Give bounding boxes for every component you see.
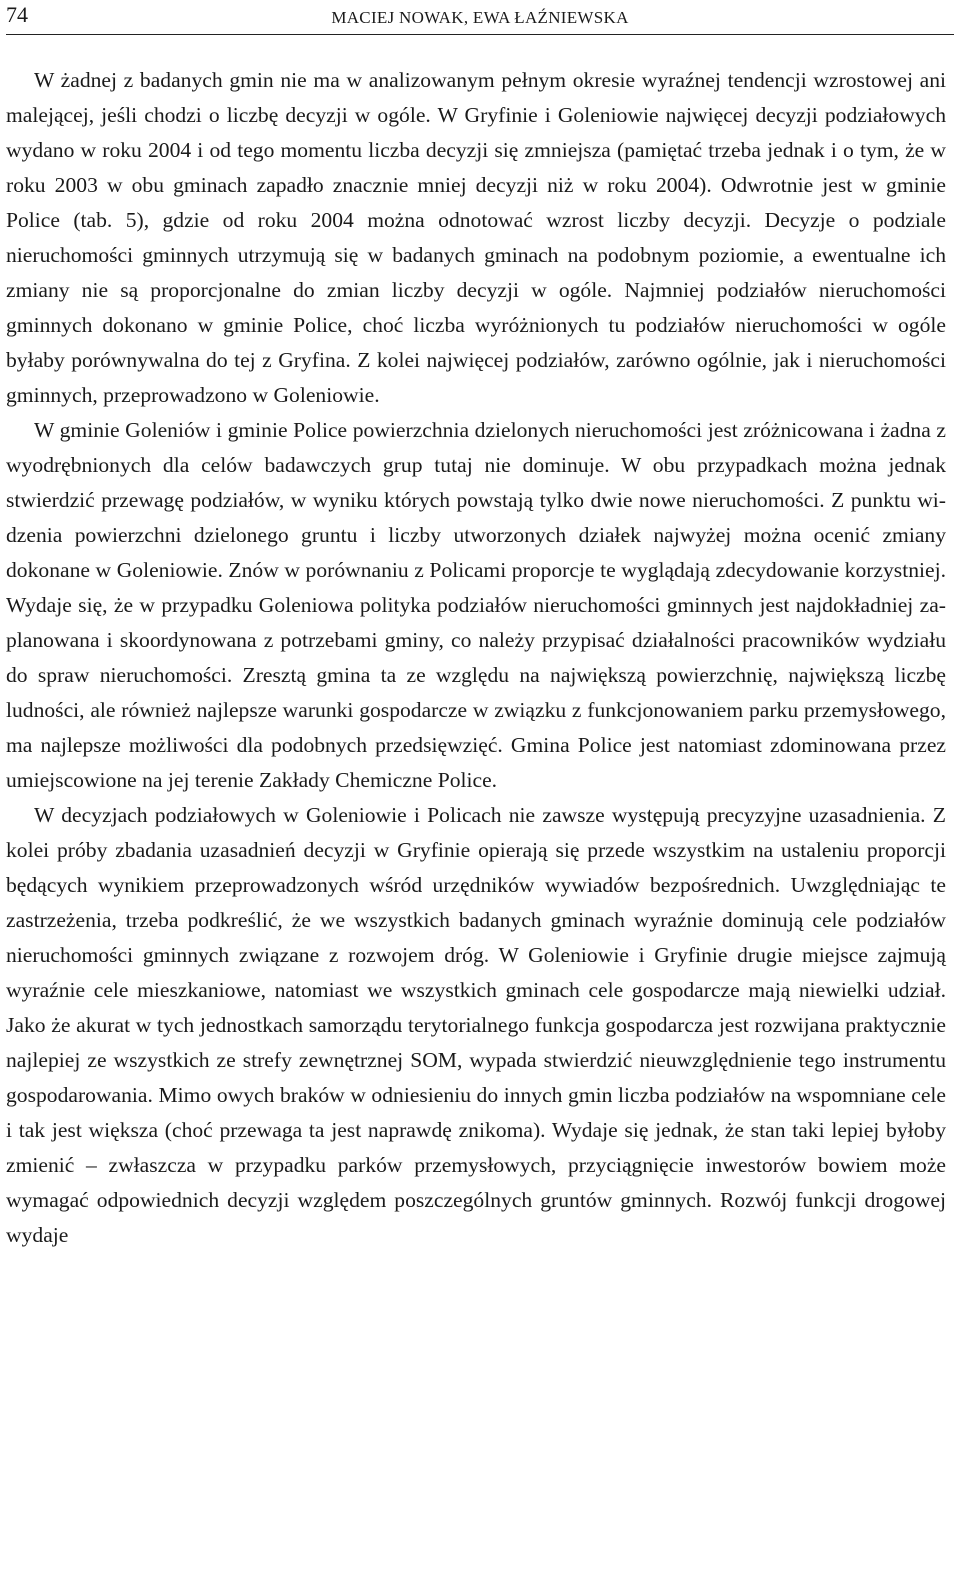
paragraph: W gminie Goleniów i gminie Police powierzchnia dzielonych nieruchomości jest zróżnicowana i żadna z wyodrębnionych dla celów badawczych grup tutaj nie dominuje. W obu przypadkach można jednak stwierdzić przewagę podziałów, w wyniku których powstają tylko dwie nowe nieruchomości. Z punktu widzenia powierzchni dzielonego gruntu i liczby utworzonych działek najwyżej można ocenić zmiany dokonane w Goleniowie. Znów w porównaniu z Policami proporcje te wyglądają zdecydowanie korzystniej. Wydaje się, że w przypadku Goleniowa polityka podziałów nieruchomości gminnych jest najdokładniej zaplanowana i skoordynowana z potrzebami gminy, co należy przypisać działalności pracowników wydziału do spraw nieruchomości. Zresztą gmina ta ze względu na największą powierzchnię, największą liczbę ludności, ale również najlepsze warunki gospodarcze w związku z funkcjonowaniem parku przemysłowego, ma najlepsze możliwości dla podobnych przedsięwzięć. Gmina Police jest natomiast zdominowana przez umiejscowione na jej terenie Zakłady Chemiczne Police. <box>6 418 946 792</box>
paragraph: W żadnej z badanych gmin nie ma w analizowanym pełnym okresie wyraźnej tendencji wzrostowej ani malejącej, jeśli chodzi o liczbę decyzji w ogóle. W Gryfinie i Goleniowie najwięcej decyzji podziałowych wydano w roku 2004 i od tego momentu liczba decyzji się zmniejsza (pamiętać trzeba jednak i o tym, że w roku 2003 w obu gminach zapadło znacznie mniej decyzji niż w roku 2004). Odwrotnie jest w gminie Police (tab. 5), gdzie od roku 2004 można odnotować wzrost liczby decyzji. Decyzje o podziale nieruchomości gminnych utrzymują się w badanych gminach na podobnym poziomie, a ewentualne ich zmiany nie są proporcjonalne do zmian liczby decyzji w ogóle. Najmniej podziałów nieruchomości gminnych dokonano w gminie Police, choć liczba wyróżnionych tu podziałów nieruchomości w ogóle byłaby porównywalna do tej z Gryfina. Z kolei najwięcej podziałów, zarówno ogólnie, jak i nieruchomości gminnych, przeprowadzono w Goleniowie. <box>6 68 946 407</box>
running-head: MACIEJ NOWAK, EWA ŁAŹNIEWSKA <box>331 8 629 27</box>
body-text <box>6 63 946 1253</box>
page-number: 74 <box>6 2 28 27</box>
page-header <box>6 0 954 35</box>
paragraph: W decyzjach podziałowych w Goleniowie i Policach nie zawsze występują precyzyjne uzasadnienia. Z kolei próby zbadania uzasadnień decyzji w Gryfinie opierają się przede wszystkim na ustaleniu proporcji będących wynikiem przeprowadzonych wśród urzędników wywiadów bezpośrednich. Uwzględniając te zastrzeżenia, trzeba podkreślić, że we wszystkich badanych gminach wyraźnie dominują cele podziałów nieruchomości gminnych związane z rozwojem dróg. W Goleniowie i Gryfinie drugie miejsce zajmują wyraźnie cele mieszkaniowe, natomiast we wszystkich gminach cele gospodarcze mają niewielki udział. Jako że akurat w tych jednostkach samorządu terytorialnego funkcja gospodarcza jest rozwijana praktycznie najlepiej ze wszystkich ze strefy zewnętrznej SOM, wypada stwierdzić nieuwzględnienie tego instrumentu gospodarowania. Mimo owych braków w odniesieniu do innych gmin liczba podziałów na wspomniane cele i tak jest większa (choć przewaga ta jest naprawdę znikoma). Wydaje się jednak, że stan taki lepiej byłoby zmienić – zwłaszcza w przypadku parków przemysłowych, przyciągnięcie inwestorów bowiem może wymagać odpowiednich decyzji względem poszczególnych gruntów gminnych. Rozwój funkcji drogowej wydaje <box>6 803 946 1247</box>
